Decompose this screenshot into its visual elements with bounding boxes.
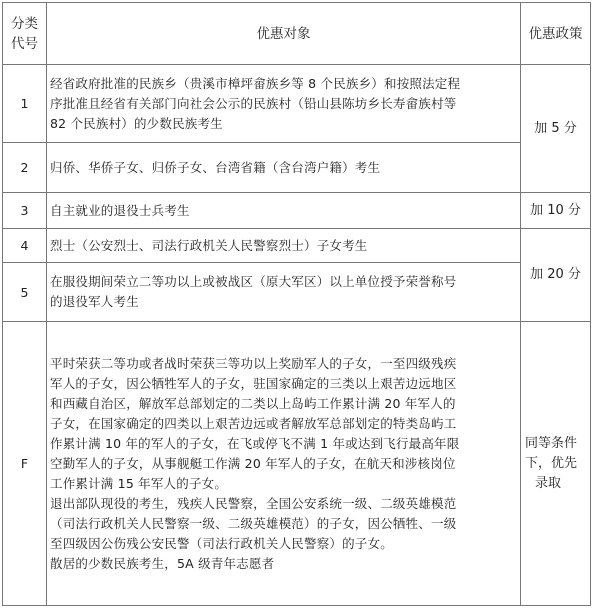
header-preferential-object: 优惠对象 [47,3,521,65]
preferential-policy-table [2,2,591,606]
row-object [47,322,521,606]
policy-plus-5: 加 5 分 [521,65,591,193]
row-code: 5 [3,263,47,322]
object-line: 作累计满 10 年的军人的子女，在飞或停飞不满 1 年或达到飞行最高年限 [50,435,460,451]
table-row [3,263,591,322]
table-row [3,143,591,193]
header-category-code [3,3,47,65]
table-row [3,193,591,229]
object-line: 归侨、华侨子女、归侨子女、台湾省籍（含台湾户籍）考生 [50,159,381,175]
object-line: 82 个民族村）的少数民族考生 [50,115,223,131]
object-line: 子女，在国家确定的四类以上艰苦边远或者解放军总部划定的特类岛屿工 [50,415,457,431]
object-line: 自主就业的退役士兵考生 [50,202,190,218]
object-line: 烈士（公安烈士、司法行政机关人民警察烈士）子女考生 [50,237,368,253]
policy-line: 下，优先 [525,455,578,471]
object-line: 序批准且经省有关部门向社会公示的民族村（铅山县陈坊乡长寿畲族村等 [50,95,457,111]
row-code: F [3,322,47,606]
row-code: 2 [3,143,47,193]
object-line: 退出部队现役的考生，残疾人民警察，全国公安系统一级、二级英雄模范 [50,495,457,511]
header-code-line2: 代号 [11,35,38,52]
row-object [47,65,521,143]
object-line: 的退役军人考生 [50,294,139,309]
table-row [3,322,591,606]
table-row [3,65,591,143]
policy-priority-admission [521,322,591,606]
object-line: 在服役期间荣立二等功以上或被战区（原大军区）以上单位授予荣誉称号 [50,274,457,289]
object-line: （司法行政机关人民警察一级、二级英雄模范）的子女，因公牺牲、一级 [50,515,457,531]
policy-line: 同等条件 [525,435,578,451]
header-code-line1: 分类 [11,15,38,32]
row-object [47,263,521,322]
policy-table-container [2,2,590,605]
header-preferential-policy: 优惠政策 [521,3,591,65]
row-code: 3 [3,193,47,229]
row-object [47,193,521,229]
row-object [47,229,521,263]
table-row [3,229,591,263]
object-line: 平时荣获二等功或者战时荣获三等功以上奖励军人的子女，一至四级残疾 [50,355,457,371]
object-line: 空勤军人的子女，从事舰艇工作满 20 年军人的子女，在航天和涉核岗位 [50,455,456,471]
row-code: 4 [3,229,47,263]
object-line: 至四级因公伤残公安民警（司法行政机关人民警察）的子女。 [50,535,393,551]
object-line: 和西藏自治区，解放军总部划定的二类以上岛屿工作累计满 20 年军人的 [50,395,456,411]
table-header-row [3,3,591,65]
object-line: 工作累计满 15 年军人的子女。 [50,475,228,491]
object-line: 军人的子女，因公牺牲军人的子女，驻国家确定的三类以上艰苦边远地区 [50,375,457,391]
row-object [47,143,521,193]
row-code: 1 [3,65,47,143]
policy-plus-20: 加 20 分 [521,229,591,322]
policy-plus-10: 加 10 分 [521,193,591,229]
object-line: 散居的少数民族考生，5A 级青年志愿者 [50,555,275,571]
policy-line: 录取 [535,475,562,491]
object-line: 经省政府批准的民族乡（贵溪市樟坪畲族乡等 8 个民族乡）和按照法定程 [50,75,461,91]
